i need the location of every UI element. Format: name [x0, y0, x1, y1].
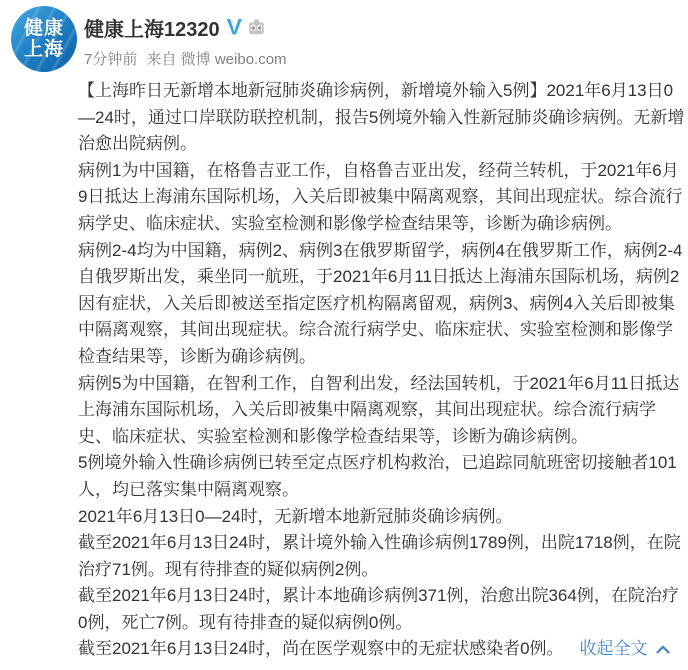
post-content	[78, 78, 686, 663]
timestamp-row	[84, 48, 287, 69]
membership-crown-icon	[247, 19, 266, 36]
paragraph-imported-totals: 截至2021年6月13日24时，累计境外输入性确诊病例1789例，出院1718例，在院治疗71例。现有待排查的疑似病例2例。	[78, 533, 681, 579]
avatar-text-line1: 健康	[23, 18, 64, 39]
paragraph-local-totals: 截至2021年6月13日24时，累计本地确诊病例371例，治愈出院364例，在院治疗0例，死亡7例。现有待排查的疑似病例0例。	[78, 586, 679, 632]
paragraph-no-local: 2021年6月13日0—24时，无新增本地新冠肺炎确诊病例。	[78, 506, 513, 526]
avatar[interactable]	[11, 6, 77, 72]
paragraph-asymptomatic	[78, 636, 686, 663]
verified-v-badge-icon: V	[226, 14, 242, 39]
post-header	[84, 13, 287, 69]
username[interactable]: 健康上海12320	[84, 18, 220, 41]
paragraph-case5: 病例5为中国籍，在智利工作，自智利出发，经法国转机，于2021年6月11日抵达上海浦东国际机场，入关后即被集中隔离观察，其间出现症状。综合流行病学史、临床症状、实验室检测和影像学检查结果等，诊断为确诊病例。	[78, 373, 680, 446]
chevron-up-icon	[656, 636, 670, 663]
paragraph-contacts: 5例境外输入性确诊病例已转至定点医疗机构救治，已追踪同航班密切接触者101人，均已落实集中隔离观察。	[78, 453, 677, 499]
collapse-link[interactable]	[580, 636, 670, 663]
paragraph-summary: 【上海昨日无新增本地新冠肺炎确诊病例，新增境外输入5例】2021年6月13日0—24时，通过口岸联防联控机制，报告5例境外输入性新冠肺炎确诊病例。无新增治愈出院病例。	[78, 81, 685, 154]
avatar-text-line2: 上海	[23, 39, 64, 60]
timestamp[interactable]: 7分钟前	[84, 51, 138, 68]
paragraph-case1: 病例1为中国籍，在格鲁吉亚工作，自格鲁吉亚出发，经荷兰转机，于2021年6月9日抵达上海浦东国际机场，入关后即被集中隔离观察，其间出现症状。综合流行病学史、临床症状、实验室检测和影像学检查结果等，诊断为确诊病例。	[78, 160, 683, 233]
source-label[interactable]: 来自 微博 weibo.com	[146, 51, 287, 68]
username-row	[84, 13, 287, 41]
paragraph-asymptomatic-text: 截至2021年6月13日24时，尚在医学观察中的无症状感染者0例。	[78, 639, 564, 659]
collapse-label: 收起全文	[579, 639, 648, 659]
paragraph-cases2-4: 病例2-4均为中国籍，病例2、病例3在俄罗斯留学，病例4在俄罗斯工作，病例2-4自俄罗斯出发，乘坐同一航班，于2021年6月11日抵达上海浦东国际机场，病例2因有症状，入关后即被送至指定医疗机构隔离留观，病例3、病例4入关后即被集中隔离观察，其间出现症状。综合流行病学史、临床症状、实验室检测和影像学检查结果等，诊断为确诊病例。	[78, 240, 683, 366]
